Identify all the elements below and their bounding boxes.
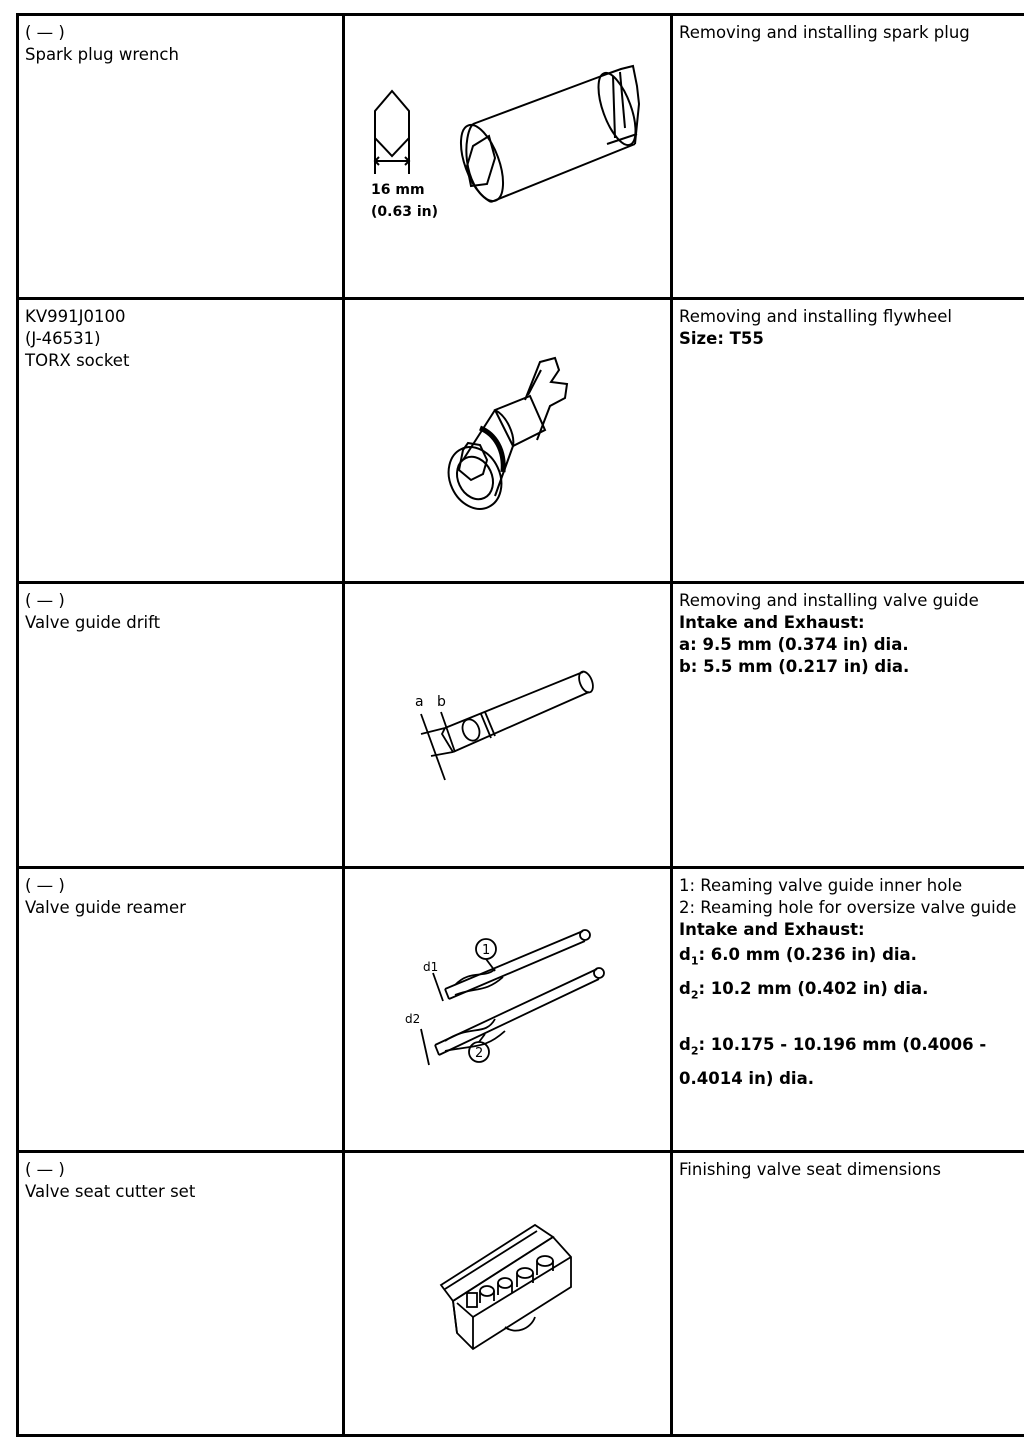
tool-description-cell (672, 1151, 1024, 1435)
spec-value: : 10.2 mm (0.402 in) dia. (698, 978, 929, 998)
figure-label: 16 mm (371, 182, 425, 198)
spec-line: Intake and Exhaust: (679, 613, 865, 633)
tool-description-cell (672, 15, 1024, 299)
spec-header: Intake and Exhaust: (679, 919, 865, 939)
special-tools-table (16, 13, 1024, 1437)
spec-subscript: 1 (690, 953, 699, 967)
table-row (18, 299, 1024, 583)
figure-label: d2 (405, 1011, 421, 1026)
tool-description-cell (672, 583, 1024, 867)
tool-illustration-cell (344, 583, 672, 867)
spec-symbol: d (679, 1035, 691, 1055)
figure-label: a (415, 694, 424, 711)
tool-name: Spark plug wrench (25, 45, 179, 64)
figure-label: 1 (482, 942, 491, 958)
figure-label: (0.63 in) (371, 204, 438, 220)
figure-label: b (437, 694, 446, 711)
valve-seat-cutter-set-illustration (345, 1153, 665, 1433)
torx-socket-illustration (345, 300, 665, 580)
spec-value: : 10.175 - 10.196 mm (0.4006 - 0.4014 in) dia. (679, 1035, 987, 1089)
spacer (679, 1009, 1019, 1031)
tool-number: ( — ) (25, 23, 65, 42)
spec-line (679, 941, 1019, 975)
description-line: 2: Reaming hole for oversize valve guide (679, 897, 1017, 917)
spec-subscript: 2 (690, 1044, 699, 1058)
tool-number-cell (18, 867, 344, 1151)
tool-name: TORX socket (25, 351, 130, 371)
figure-label: d1 (423, 959, 439, 974)
spec-subscript: 2 (690, 988, 699, 1002)
figure-label: 2 (475, 1045, 484, 1061)
description-line: Finishing valve seat dimensions (679, 1159, 941, 1179)
description-line: Removing and installing spark plug (679, 23, 970, 42)
tool-description-cell (672, 867, 1024, 1151)
spec-symbol: d (679, 978, 691, 998)
valve-guide-drift-illustration (345, 584, 665, 864)
spec-line: Size: T55 (679, 329, 764, 349)
spec-line (679, 975, 1019, 1009)
description-line: 1: Reaming valve guide inner hole (679, 875, 963, 895)
tool-number-cell (18, 1151, 344, 1435)
table-row (18, 867, 1024, 1151)
description-line: Removing and installing valve guide (679, 591, 979, 611)
tool-description-cell (672, 299, 1024, 583)
tool-illustration-cell (344, 867, 672, 1151)
tool-number-cell (18, 299, 344, 583)
tool-number-alt: (J-46531) (25, 329, 101, 349)
table-row (18, 583, 1024, 867)
table-row (18, 1151, 1024, 1435)
tool-number: ( — ) (25, 1159, 65, 1179)
tool-number: KV991J0100 (25, 307, 126, 327)
tool-number: ( — ) (25, 875, 65, 895)
spec-line: a: 9.5 mm (0.374 in) dia. (679, 635, 909, 655)
tool-name: Valve seat cutter set (25, 1181, 196, 1201)
spec-line: b: 5.5 mm (0.217 in) dia. (679, 657, 910, 677)
tool-illustration-cell (344, 299, 672, 583)
table-row (18, 15, 1024, 299)
tool-number: ( — ) (25, 591, 65, 611)
tool-name: Valve guide reamer (25, 897, 186, 917)
tool-number-cell (18, 15, 344, 299)
tool-illustration-cell (344, 1151, 672, 1435)
tool-number-cell (18, 583, 344, 867)
spark-plug-wrench-illustration (345, 16, 665, 296)
spec-line (679, 1031, 1019, 1093)
spec-value: : 6.0 mm (0.236 in) dia. (698, 944, 917, 964)
tool-name: Valve guide drift (25, 613, 161, 633)
spec-symbol: d (679, 944, 691, 964)
description-line: Removing and installing flywheel (679, 307, 952, 327)
tool-illustration-cell (344, 15, 672, 299)
valve-guide-reamer-illustration (345, 869, 665, 1149)
